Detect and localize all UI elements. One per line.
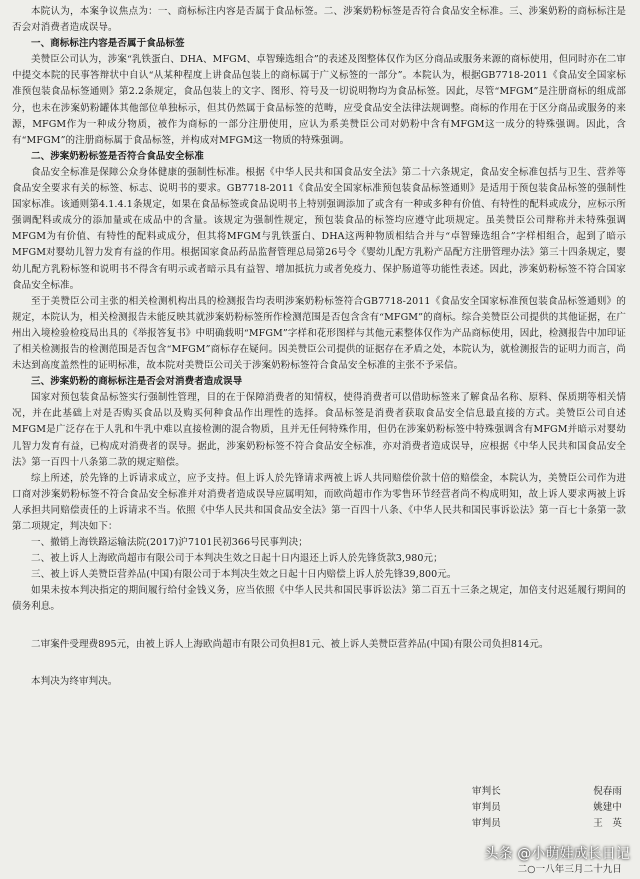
paragraph: 至于美赞臣公司主张的相关检测机构出具的检测报告均表明涉案奶粉标签符合GB7718-2011《食品安全国家标准预包装食品标签通则》的规定，本院认为，相关检测报告未能反映其就涉案奶粉标签所作检测范围是否包含含有“MFGM”的商标。综合美赞臣公司提供的其他证据，在广州出入境检验检疫局出具的《举报答复书》中明确载明“MFGM”字样和花形图样与其他元素整体仅作为产品商标使用，因此，检测报告中加印证了相关检测报告的检测范围是否包含“MFGM”商标存在疑问。因美赞臣公司提供的证据存在矛盾之处，本院认为，就检测报告的证明力而言，尚未达到高度盖然性的证明标准，故本院对美赞臣公司关于涉案奶粉标签符合食品安全标准的主张不予采信。 [12, 295, 626, 372]
paragraph: 食品安全标准是保障公众身体健康的强制性标准。根据《中华人民共和国食品安全法》第二十六条规定，食品安全标准包括与卫生、营养等食品安全要求有关的标签、标志、说明书的要求。GB7718-2011《食品安全国家标准预包装食品标签通则》是适用于预包装食品标签的强制性国家标准。该通则第4.1.4.1条规定，如果在食品标签或食品说明书上特别强调添加了或含有一种或多种有价值、有特性的配料或成分，应标示所强调配料或成分的添加量或在成品中的含量。该规定为强制性规定，预包装食品的标签均应遵守此项规定。虽美赞臣公司辩称并未特殊强调MFGM为有价值、有特性的配料或成分，但其将MFGM与乳铁蛋白、DHA这两种物质相结合并与“卓智臻选组合”字样相组合，起到了暗示MFGM对婴幼儿智力发育有益的作用。根据国家食品药品监督管理总局第26号令《婴幼儿配方乳粉产品配方注册管理办法》第三十四条规定，婴幼儿配方乳粉标签和说明书不得含有明示或者暗示具有益智、增加抵抗力或者免疫力、保护肠道等功能性表述。因此，涉案奶粉标签不符合国家食品安全标准。 [12, 166, 626, 291]
signature-name: 姚建中 [593, 802, 622, 813]
section-heading: 一、商标标注内容是否属于食品标签 [31, 38, 185, 50]
paragraph-gap [12, 625, 626, 627]
judgment-date: 二○一八年三月二十九日 [517, 864, 622, 875]
signature-row [472, 816, 622, 832]
signature-role: 审判长 [472, 786, 501, 797]
section-heading: 三、涉案奶粉的商标标注是否会对消费者造成误导 [31, 376, 243, 388]
signature-block [472, 784, 622, 832]
section-heading: 二、涉案奶粉标签是否符合食品安全标准 [31, 150, 204, 162]
paragraph: 二审案件受理费895元，由被上诉人上海欧尚超市有限公司负担81元、被上诉人美赞臣营养品(中国)有限公司负担814元。 [31, 638, 549, 650]
signature-name: 倪春雨 [593, 786, 622, 797]
paragraph-gap [12, 662, 626, 664]
signature-role: 审判员 [472, 818, 501, 829]
judgment-body [12, 4, 626, 690]
signature-name: 王 英 [593, 818, 622, 829]
signature-row [472, 784, 622, 800]
signature-role: 审判员 [472, 802, 501, 813]
paragraph: 综上所述，於先锋的上诉请求成立，应予支持。但上诉人於先锋请求两被上诉人共同赔偿价款十倍的赔偿金，本院认为，美赞臣公司作为进口商对涉案奶粉标签不符合食品安全标准并对消费者造成误导应属明知，而欧尚超市作为零售环节经营者尚不构成明知，故上诉人要求两被上诉人承担共同赔偿责任的上诉请求不当。依照《中华人民共和国食品安全法》第一百四十八条、《中华人民共和国民事诉讼法》第一百七十条第一款第二项规定，判决如下： [12, 472, 626, 532]
paragraph: 美赞臣公司认为，涉案“乳铁蛋白、DHA、MFGM、卓智臻选组合”的表述及图整体仅作为区分商品或服务来源的商标使用，但同时亦在二审中提交本院的民事答辩状中自认“从某种程度上讲食品包装上的商标属于广义标签的一部分”。本院认为，根据GB7718-2011《食品安全国家标准预包装食品标签通则》第2.2条规定，食品包装上的文字、图形、符号及一切说明物均为食品标签。因此，尽管“MFGM”是注册商标的组成部分，也未在涉案奶粉罐体其他部位单独标示，但其仍然属于食品标签的范畴，应受食品安全法律法规调整。商标的作用在于区分商品或服务的来源，MFGM作为一种成分物质，被作为商标的一部分注册使用，应认为系美赞臣公司对奶粉中含有MFGM这一成分的特殊强调。因此，含有“MFGM”的注册商标属于食品标签，并构成对MFGM这一物质的特殊强调。 [12, 54, 627, 146]
paragraph: 本判决为终审判决。 [31, 675, 118, 687]
watermark [484, 846, 630, 862]
paragraph: 三、被上诉人美赞臣营养品(中国)有限公司于本判决生效之日起十日内赔偿上诉人於先锋39,800元。 [31, 569, 457, 581]
paragraph: 一、撤销上海铁路运输法院(2017)沪7101民初366号民事判决； [31, 537, 308, 549]
paragraph: 如果未按本判决指定的期间履行给付金钱义务，应当依照《中华人民共和国民事诉讼法》第二百五十三条之规定，加倍支付迟延履行期间的债务利息。 [12, 585, 626, 613]
paragraph: 二、被上诉人上海欧尚超市有限公司于本判决生效之日起十日内退还上诉人於先锋货款3,980元； [31, 553, 443, 565]
watermark-text: 头条 @小萌娃成长日记 [484, 846, 630, 862]
paragraph: 国家对预包装食品标签实行强制性管理，目的在于保障消费者的知情权，使得消费者可以借助标签来了解食品名称、原料、保质期等相关情况，并在此基础上对是否购买食品以及购买何种食品作出理性的选择。食品标签是消费者获取食品安全信息最直接的方式。美赞臣公司自述MFGM是广泛存在于人乳和牛乳中难以直接检测的混合物质，且并无任何特殊作用，但仍在涉案奶粉标签中特殊强调含有MFGM并暗示对婴幼儿智力发育有益，已构成对消费者的误导。据此，涉案奶粉标签不符合食品安全标准，亦对消费者造成误导，应根据《中华人民共和国食品安全法》第一百四十八条第二款的规定赔偿。 [12, 392, 626, 468]
paragraph: 本院认为，本案争议焦点为：一、商标标注内容是否属于食品标签。二、涉案奶粉标签是否符合食品安全标准。三、涉案奶粉的商标标注是否会对消费者造成误导。 [12, 6, 626, 34]
signature-row [472, 800, 622, 816]
